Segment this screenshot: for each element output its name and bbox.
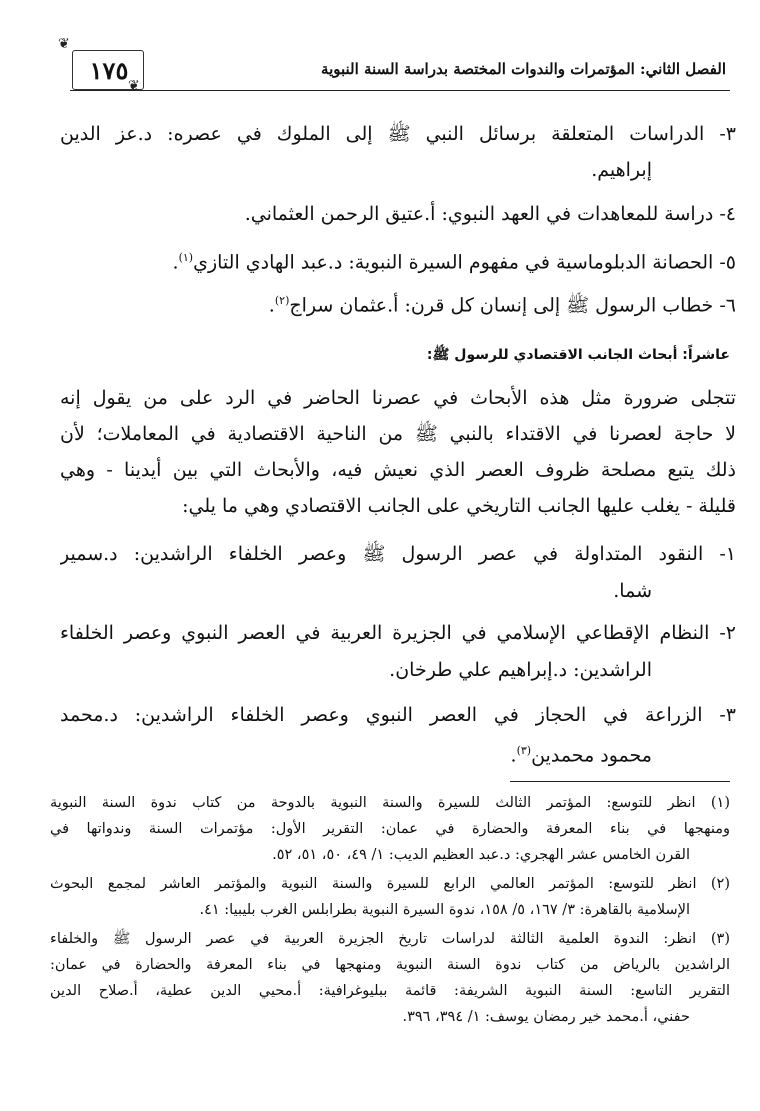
list-item-number: ١- xyxy=(719,543,736,565)
list-item-number: ٤- xyxy=(719,203,736,225)
list-item-text: النقود المتداولة في عصر الرسول ﷺ وعصر الخلفاء الراشدين: د.سمير xyxy=(60,543,704,565)
list-item: ٦- خطاب الرسول ﷺ إلى إنسان كل قرن: أ.عثمان سراج$^{(٢)}$. xyxy=(268,294,736,317)
paragraph-line: تتجلى ضرورة مثل هذه الأبحاث في عصرنا الحاضر في الرد على من يقول إنه xyxy=(60,387,736,409)
list-item-text: النظام الإقطاعي الإسلامي في الجزيرة العربية في العصر النبوي وعصر الخلفاء xyxy=(60,622,710,644)
list-item xyxy=(60,539,736,569)
list-item-number: ٦- xyxy=(719,294,736,317)
footnote-line: الإسلامية بالقاهرة: ٣/ ١٦٧، ٥/ ١٥٨، ندوة السيرة النبوية بطرابلس الغرب بليبيا: ٤١. xyxy=(199,902,690,918)
footnote-line: (٢) انظر للتوسع: المؤتمر العالمي الرابع للسيرة والسنة النبوية والمؤتمر العاشر لمجمع البحوث xyxy=(50,876,730,892)
paragraph-line: ذلك يتبع مصلحة ظروف العصر الذي نعيش فيه، والأبحاث التي بين أيدينا - وهي xyxy=(60,459,736,481)
footnote-line: حفني، أ.محمد خير رمضان يوسف: ١/ ٣٩٤، ٣٩٦. xyxy=(402,1009,690,1025)
list-item-continuation: الراشدين: د.إبراهيم علي طرخان. xyxy=(389,659,652,681)
paragraph-line: قليلة - يغلب عليها الجانب التاريخي على الجانب الاقتصادي وهي ما يلي: xyxy=(182,495,736,517)
list-item-text: خطاب الرسول ﷺ إلى إنسان كل قرن: أ.عثمان سراج xyxy=(289,294,714,317)
list-item xyxy=(60,119,736,149)
footnote-line: (١) انظر للتوسع: المؤتمر الثالث للسيرة والسنة النبوية بالدوحة من كتاب ندوة السنة النبوية xyxy=(50,795,730,811)
header-rule xyxy=(70,90,730,91)
footnote-ref: (٣) xyxy=(516,744,532,757)
footnote-separator xyxy=(510,781,730,782)
list-item-continuation: إبراهيم. xyxy=(591,159,652,181)
list-item-text: دراسة للمعاهدات في العهد النبوي: أ.عتيق الرحمن العثماني. xyxy=(244,203,714,225)
footnote-line: القرن الخامس عشر الهجري: د.عبد العظيم الديب: ١/ ٤٩، ٥٠، ٥١، ٥٢. xyxy=(272,847,690,863)
footnote-line: التقرير التاسع: السنة النبوية الشريفة: قائمة ببليوغرافية: أ.محيي الدين عطية، أ.صلاح الدين xyxy=(50,983,730,999)
page-number: ١٧٥ xyxy=(89,56,129,85)
list-item-text: الدراسات المتعلقة برسائل النبي ﷺ إلى الملوك في عصره: د.عز الدين xyxy=(60,123,705,145)
list-item xyxy=(245,199,736,229)
paragraph-line: لا حاجة لعصرنا في الاقتداء بالنبي ﷺ من الناحية الاقتصادية في المعاملات؛ لأن xyxy=(60,423,736,445)
list-item: ٥- الحصانة الدبلوماسية في مفهوم السيرة النبوية: د.عبد الهادي التازي$^{(١)}$. xyxy=(172,251,736,274)
list-item-continuation: محمود محمدين$^{(٣)}$. xyxy=(510,744,652,767)
footnote-ref: (١) xyxy=(178,251,194,264)
list-item-number: ٣- xyxy=(719,123,736,145)
footnote-line: (٣) انظر: الندوة العلمية الثالثة لدراسات تاريخ الجزيرة العربية في عصر الرسول ﷺ والخلفاء xyxy=(50,931,730,947)
list-item xyxy=(60,618,736,648)
list-item-number: ٣- xyxy=(719,704,736,726)
floral-ornament-icon: ❦ xyxy=(58,36,70,52)
footnote-ref: (٢) xyxy=(274,294,290,307)
footnote-line: ومنهجها في بناء المعرفة والحضارة في عمان: التقرير الأول: مؤتمرات السنة وندواتها في xyxy=(50,821,730,837)
list-item-continuation: شما. xyxy=(613,580,652,602)
footnote-line: الراشدين بالرياض من كتاب ندوة السنة النبوية ومنهجها في بناء المعرفة والحضارة في عمان: xyxy=(50,957,730,973)
list-item-text: الزراعة في الحجاز في العصر النبوي وعصر الخلفاء الراشدين: د.محمد xyxy=(60,704,703,726)
list-item-text: الحصانة الدبلوماسية في مفهوم السيرة النبوية: د.عبد الهادي التازي xyxy=(193,251,714,274)
list-item-number: ٢- xyxy=(719,622,736,644)
list-item xyxy=(60,700,736,730)
floral-ornament-icon: ❦ xyxy=(128,78,140,94)
section-heading: عاشراً: أبحاث الجانب الاقتصادي للرسول ﷺ: xyxy=(426,347,730,363)
running-header-title: الفصل الثاني: المؤتمرات والندوات المختصة بدراسة السنة النبوية xyxy=(321,60,726,78)
list-item-number: ٥- xyxy=(719,251,736,274)
